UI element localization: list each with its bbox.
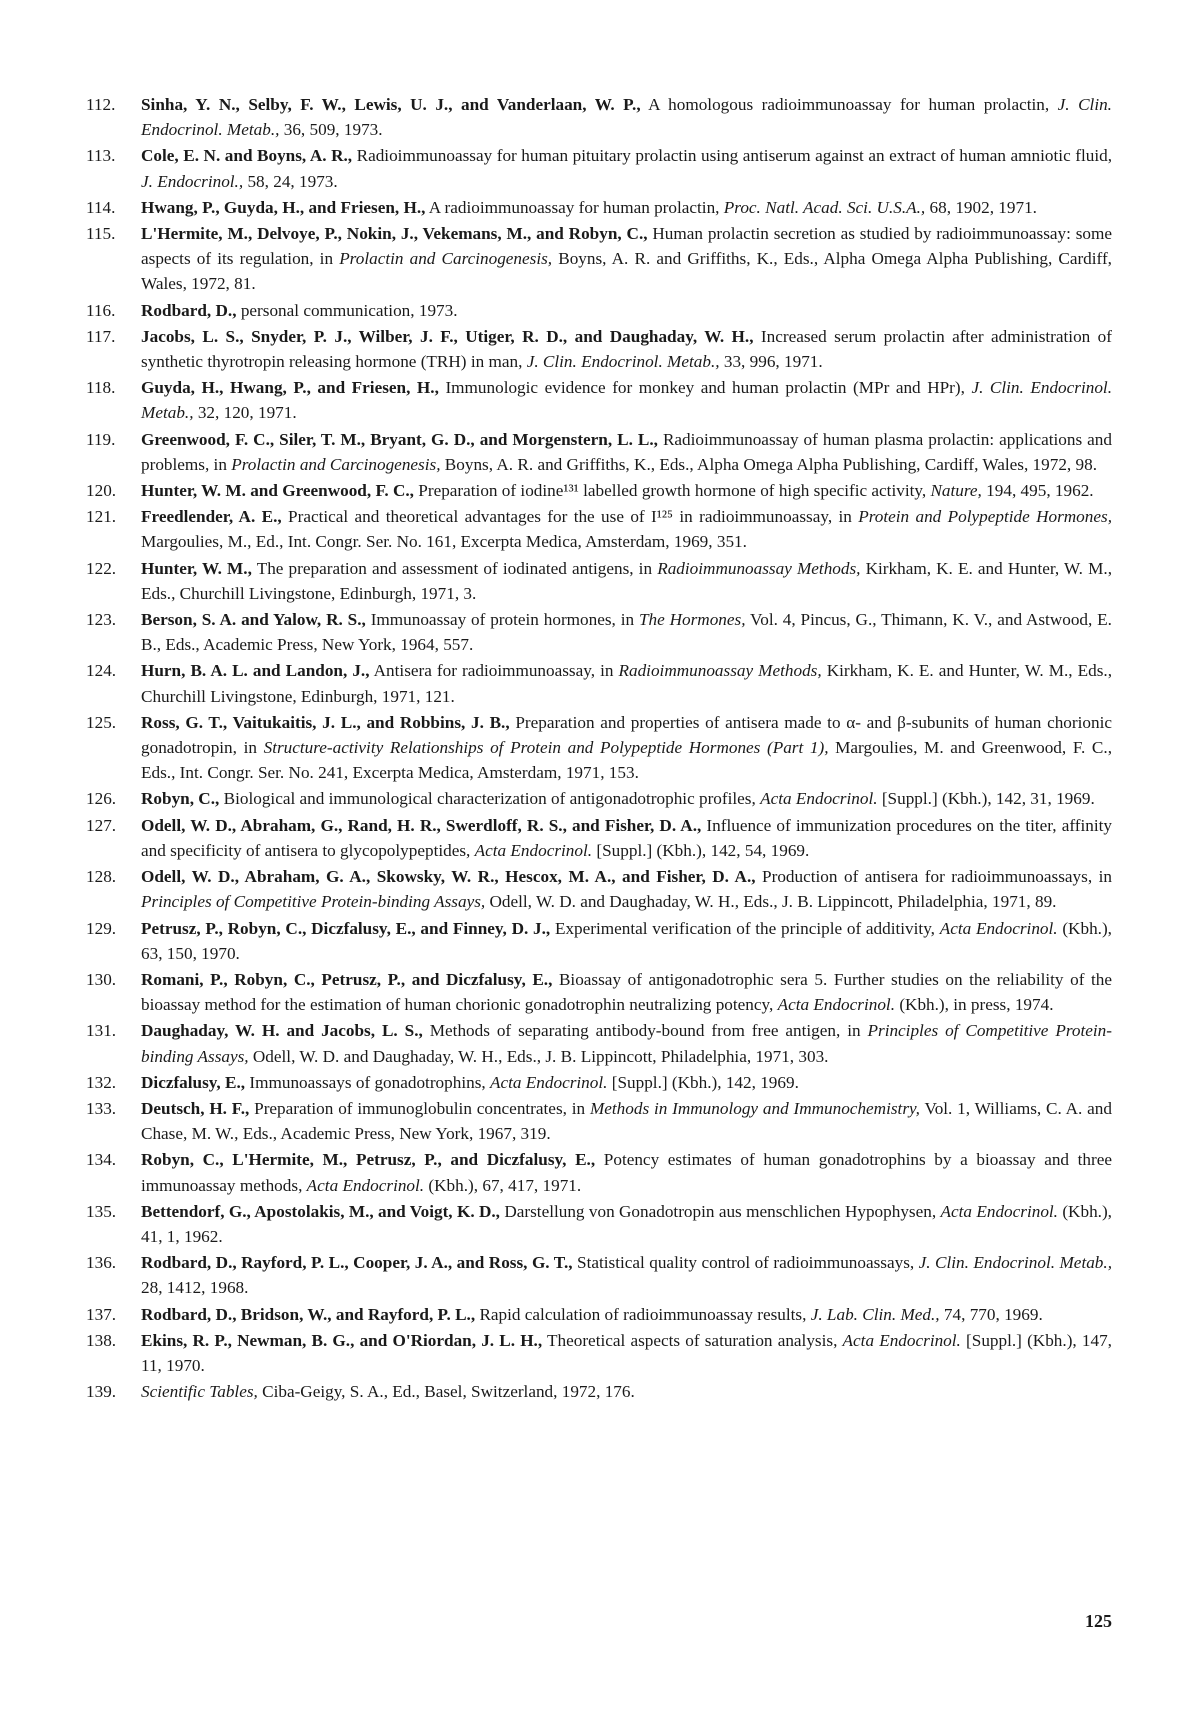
reference-entry <box>86 556 1112 606</box>
reference-entry <box>86 1070 1112 1095</box>
reference-number: 117. <box>86 326 116 346</box>
reference-source: Acta Endocrinol. <box>474 840 593 860</box>
reference-details: [Suppl.] (Kbh.), 142, 1969. <box>607 1072 799 1092</box>
reference-number: 120. <box>86 481 117 501</box>
reference-text <box>141 221 1112 297</box>
reference-title: Immunoassays of gonadotrophins, <box>245 1072 490 1092</box>
reference-details: Vol. 1, Williams, C. A. and Chase, M. W., Eds., Academic Press, New York, 1967, 319. <box>141 1098 1112 1144</box>
reference-source: J. Clin. Endocrinol. Metab., <box>141 95 1112 140</box>
reference-entry <box>86 92 1112 142</box>
reference-number: 125. <box>86 712 117 732</box>
reference-text <box>141 556 1112 606</box>
page-number: 125 <box>1085 1611 1112 1631</box>
reference-text <box>141 92 1112 142</box>
reference-text <box>141 813 1112 863</box>
reference-text <box>141 710 1112 786</box>
reference-title: Preparation of immunoglobulin concentrates, in <box>249 1098 590 1118</box>
reference-entry <box>86 1199 1112 1249</box>
reference-source: Prolactin and Carcinogenesis, <box>231 454 441 474</box>
reference-title: Immunoassay of protein hormones, in <box>365 610 639 630</box>
reference-authors: Petrusz, P., Robyn, C., Diczfalusy, E., and Finney, D. J., <box>141 918 551 938</box>
reference-details: [Suppl.] (Kbh.), 147, 11, 1970. <box>141 1330 1112 1375</box>
reference-details: 68, 1902, 1971. <box>925 197 1037 217</box>
reference-details: Ciba-Geigy, S. A., Ed., Basel, Switzerland, 1972, 176. <box>257 1382 635 1402</box>
reference-source: Acta Endocrinol. <box>940 1201 1058 1221</box>
reference-entry <box>86 1018 1112 1068</box>
reference-number: 116. <box>86 300 116 320</box>
reference-authors: Jacobs, L. S., Snyder, P. J., Wilber, J. F., Utiger, R. D., and Daughaday, W. H., <box>141 326 754 346</box>
reference-details: 58, 24, 1973. <box>243 171 338 191</box>
reference-entry <box>86 221 1112 297</box>
reference-source: Radioimmunoassay Methods, <box>657 558 861 578</box>
reference-entry <box>86 813 1112 863</box>
reference-title: Practical and theoretical advantages for the use of I¹²⁵ in radioimmunoassay, in <box>281 507 859 527</box>
reference-number: 119. <box>86 429 116 449</box>
reference-authors: Freedlender, A. E., <box>141 507 282 527</box>
reference-title: Potency estimates of human gonadotrophins by a bioassay and three immunoassay methods, <box>141 1150 1112 1195</box>
reference-entry <box>86 786 1112 811</box>
reference-details: Odell, W. D. and Daughaday, W. H., Eds., J. B. Lippincott, Philadelphia, 1971, 303. <box>248 1046 829 1066</box>
reference-source: J. Clin. Endocrinol. Metab., <box>526 352 720 372</box>
reference-details: Margoulies, M., Ed., Int. Congr. Ser. No. 161, Excerpta Medica, Amsterdam, 1969, 351. <box>141 532 747 552</box>
reference-text <box>141 1096 1112 1146</box>
reference-source: Acta Endocrinol. <box>490 1072 608 1092</box>
reference-list <box>86 92 1112 1405</box>
reference-authors: Rodbard, D., <box>141 300 237 320</box>
reference-authors: Bettendorf, G., Apostolakis, M., and Voigt, K. D., <box>141 1201 500 1221</box>
reference-entry <box>86 658 1112 708</box>
reference-source: Acta Endocrinol. <box>306 1175 425 1195</box>
reference-text <box>141 1379 1112 1404</box>
reference-source: Acta Endocrinol. <box>777 995 896 1015</box>
reference-number: 124. <box>86 661 117 681</box>
reference-details: Boyns, A. R. and Griffiths, K., Eds., Alpha Omega Alpha Publishing, Cardiff, Wales, 1972, 98. <box>440 454 1097 474</box>
reference-text <box>141 195 1112 220</box>
reference-text <box>141 1070 1112 1095</box>
reference-text <box>141 504 1112 554</box>
reference-source: J. Clin. Endocrinol. Metab., <box>141 378 1112 423</box>
reference-text <box>141 607 1112 657</box>
reference-details: Boyns, A. R. and Griffiths, K., Eds., Alpha Omega Alpha Publishing, Cardiff, Wales, 1972, 81. <box>141 249 1112 294</box>
reference-number: 132. <box>86 1072 117 1092</box>
reference-number: 129. <box>86 918 117 938</box>
reference-source: Acta Endocrinol. <box>939 918 1058 938</box>
reference-title: A radioimmunoassay for human prolactin, <box>425 197 724 217</box>
reference-authors: Daughaday, W. H. and Jacobs, L. S., <box>141 1021 423 1041</box>
reference-source: Principles of Competitive Protein-binding Assays, <box>141 892 486 912</box>
reference-details: Vol. 4, Pincus, G., Thimann, K. V., and Astwood, E. B., Eds., Academic Press, New York, 1964, 557. <box>141 610 1112 655</box>
reference-text <box>141 143 1112 193</box>
reference-details: 32, 120, 1971. <box>193 403 297 423</box>
reference-number: 126. <box>86 789 117 809</box>
reference-details: 194, 495, 1962. <box>981 481 1094 501</box>
reference-authors: Hurn, B. A. L. and Landon, J., <box>141 661 370 681</box>
reference-text <box>141 1147 1112 1197</box>
reference-authors: Hwang, P., Guyda, H., and Friesen, H., <box>141 197 426 217</box>
reference-source: Methods in Immunology and Immunochemistry, <box>589 1098 920 1118</box>
reference-authors: Greenwood, F. C., Siler, T. M., Bryant, G. D., and Morgenstern, L. L., <box>141 429 658 449</box>
reference-text <box>141 967 1112 1017</box>
reference-entry <box>86 967 1112 1017</box>
reference-entry <box>86 195 1112 220</box>
reference-authors: Ekins, R. P., Newman, B. G., and O'Riordan, J. L. H., <box>141 1330 543 1350</box>
reference-source: Radioimmunoassay Methods, <box>618 661 822 681</box>
reference-number: 136. <box>86 1253 117 1273</box>
reference-authors: Odell, W. D., Abraham, G., Rand, H. R., Swerdloff, R. S., and Fisher, D. A., <box>141 815 702 835</box>
reference-details: 28, 1412, 1968. <box>141 1278 249 1298</box>
reference-details: [Suppl.] (Kbh.), 142, 31, 1969. <box>877 789 1095 809</box>
reference-text <box>141 427 1112 477</box>
reference-entry <box>86 710 1112 786</box>
reference-number: 138. <box>86 1330 117 1350</box>
reference-title: Production of antisera for radioimmunoassays, in <box>755 867 1112 887</box>
reference-source: Prolactin and Carcinogenesis, <box>339 249 553 269</box>
reference-details: Kirkham, K. E. and Hunter, W. M., Eds., Churchill Livingstone, Edinburgh, 1971, 121. <box>141 661 1113 706</box>
reference-text <box>141 1199 1112 1249</box>
reference-text <box>141 1250 1112 1300</box>
reference-authors: Hunter, W. M., <box>141 558 252 578</box>
reference-number: 114. <box>86 197 116 217</box>
reference-title: Biological and immunological characterization of antigonadotrophic profiles, <box>219 789 761 809</box>
reference-title: Statistical quality control of radioimmunoassays, <box>572 1253 919 1273</box>
reference-source: J. Clin. Endocrinol. Metab., <box>918 1253 1112 1273</box>
reference-number: 118. <box>86 378 116 398</box>
reference-details: 36, 509, 1973. <box>279 120 383 140</box>
reference-number: 128. <box>86 867 117 887</box>
reference-entry <box>86 607 1112 657</box>
reference-source: Protein and Polypeptide Hormones, <box>858 507 1112 527</box>
reference-title: Theoretical aspects of saturation analysis, <box>542 1330 843 1350</box>
reference-title: Bioassay of antigonadotrophic sera 5. Further studies on the reliability of the bioassay method for the estimation of human chorionic gonadotrophin neutralizing potency, <box>141 969 1113 1015</box>
reference-entry <box>86 1147 1112 1197</box>
reference-number: 137. <box>86 1304 117 1324</box>
reference-title: Experimental verification of the principle of additivity, <box>550 918 940 938</box>
reference-source: J. Lab. Clin. Med., <box>810 1304 940 1324</box>
reference-title: Antisera for radioimmunoassay, in <box>369 661 619 681</box>
reference-text <box>141 864 1112 914</box>
reference-title: A homologous radioimmunoassay for human prolactin, <box>640 95 1058 114</box>
reference-details: 74, 770, 1969. <box>939 1304 1043 1324</box>
reference-authors: Berson, S. A. and Yalow, R. S., <box>141 610 366 630</box>
reference-source: The Hormones, <box>638 610 746 630</box>
reference-authors: Romani, P., Robyn, C., Petrusz, P., and Diczfalusy, E., <box>141 969 553 989</box>
reference-source: Proc. Natl. Acad. Sci. U.S.A., <box>723 197 926 217</box>
reference-details: Kirkham, K. E. and Hunter, W. M., Eds., Churchill Livingstone, Edinburgh, 1971, 3. <box>141 558 1112 603</box>
reference-number: 123. <box>86 610 117 630</box>
reference-entry <box>86 916 1112 966</box>
reference-number: 131. <box>86 1021 117 1041</box>
reference-entry <box>86 504 1112 554</box>
reference-number: 115. <box>86 224 116 244</box>
reference-text <box>141 916 1112 966</box>
reference-title: Increased serum prolactin after administration of synthetic thyrotropin releasing hormone (TRH) in man, <box>141 326 1112 372</box>
reference-entry <box>86 1096 1112 1146</box>
reference-authors: Diczfalusy, E., <box>141 1072 246 1092</box>
reference-details: (Kbh.), 41, 1, 1962. <box>141 1201 1112 1246</box>
reference-entry <box>86 324 1112 374</box>
reference-details: [Suppl.] (Kbh.), 142, 54, 1969. <box>592 840 810 860</box>
reference-entry <box>86 1250 1112 1300</box>
reference-details: (Kbh.), in press, 1974. <box>895 995 1054 1015</box>
reference-title: Immunologic evidence for monkey and human prolactin (MPr and HPr), <box>438 378 972 398</box>
reference-authors: Hunter, W. M. and Greenwood, F. C., <box>141 481 414 501</box>
reference-source: Nature, <box>930 481 982 501</box>
reference-authors: Rodbard, D., Bridson, W., and Rayford, P. L., <box>141 1304 476 1324</box>
reference-details: (Kbh.), 63, 150, 1970. <box>141 918 1112 963</box>
reference-text <box>141 658 1112 708</box>
reference-title: Human prolactin secretion as studied by radioimmunoassay: some aspects of its regulation, in <box>141 224 1112 269</box>
reference-source: J. Endocrinol., <box>141 171 244 191</box>
reference-authors: Sinha, Y. N., Selby, F. W., Lewis, U. J., and Vanderlaan, W. P., <box>141 95 641 114</box>
reference-authors: Robyn, C., <box>141 789 220 809</box>
reference-authors: Odell, W. D., Abraham, G. A., Skowsky, W. R., Hescox, M. A., and Fisher, D. A., <box>141 867 756 887</box>
reference-number: 130. <box>86 969 117 989</box>
reference-number: 122. <box>86 558 117 578</box>
reference-details: Odell, W. D. and Daughaday, W. H., Eds., J. B. Lippincott, Philadelphia, 1971, 89. <box>485 892 1057 912</box>
reference-title: Rapid calculation of radioimmunoassay results, <box>475 1304 811 1324</box>
reference-number: 127. <box>86 815 117 835</box>
reference-title: Preparation and properties of antisera made to α- and β-subunits of human chorionic gonadotropin, in <box>141 712 1112 758</box>
reference-text <box>141 786 1112 811</box>
reference-number: 135. <box>86 1201 117 1221</box>
reference-source: Acta Endocrinol. <box>842 1330 961 1350</box>
reference-number: 112. <box>86 95 116 114</box>
reference-entry <box>86 1328 1112 1378</box>
reference-number: 134. <box>86 1150 117 1170</box>
reference-authors: L'Hermite, M., Delvoye, P., Nokin, J., Vekemans, M., and Robyn, C., <box>141 224 648 244</box>
reference-text <box>141 1328 1112 1378</box>
reference-authors: Cole, E. N. and Boyns, A. R., <box>141 146 353 166</box>
reference-title: personal communication, 1973. <box>236 300 458 320</box>
reference-details: Margoulies, M. and Greenwood, F. C., Eds., Int. Congr. Ser. No. 241, Excerpta Medica, Amsterdam, 1971, 153. <box>141 738 1112 783</box>
reference-title: Darstellung von Gonadotropin aus menschlichen Hypophysen, <box>499 1201 941 1221</box>
reference-entry <box>86 375 1112 425</box>
reference-entry <box>86 427 1112 477</box>
reference-number: 121. <box>86 507 117 527</box>
reference-number: 133. <box>86 1098 117 1118</box>
reference-text <box>141 478 1112 503</box>
reference-details: (Kbh.), 67, 417, 1971. <box>424 1175 582 1195</box>
reference-number: 113. <box>86 146 116 166</box>
reference-authors: Deutsch, H. F., <box>141 1098 250 1118</box>
reference-source: Structure-activity Relationships of Protein and Polypeptide Hormones (Part 1), <box>263 738 829 758</box>
reference-entry <box>86 1379 1112 1404</box>
reference-text <box>141 1302 1112 1327</box>
reference-authors: Guyda, H., Hwang, P., and Friesen, H., <box>141 378 439 398</box>
reference-authors: Rodbard, D., Rayford, P. L., Cooper, J. A., and Ross, G. T., <box>141 1253 573 1273</box>
reference-title: Methods of separating antibody-bound from free antigen, in <box>422 1021 868 1041</box>
reference-source: Scientific Tables, <box>141 1382 258 1402</box>
reference-authors: Ross, G. T., Vaitukaitis, J. L., and Robbins, J. B., <box>141 712 510 732</box>
reference-title: Radioimmunoassay for human pituitary prolactin using antiserum against an extract of human amniotic fluid, <box>352 146 1112 166</box>
reference-details: 33, 996, 1971. <box>719 352 823 372</box>
reference-entry <box>86 143 1112 193</box>
reference-entry <box>86 298 1112 323</box>
reference-authors: Robyn, C., L'Hermite, M., Petrusz, P., and Diczfalusy, E., <box>141 1150 596 1170</box>
reference-text <box>141 324 1112 374</box>
reference-number: 139. <box>86 1382 117 1402</box>
reference-title: Radioimmunoassay of human plasma prolactin: applications and problems, in <box>141 429 1112 474</box>
reference-source: Principles of Competitive Protein-binding Assays, <box>141 1021 1112 1066</box>
reference-text <box>141 298 1112 323</box>
reference-title: Preparation of iodine¹³¹ labelled growth hormone of high specific activity, <box>413 481 931 501</box>
reference-text <box>141 1018 1112 1068</box>
reference-title: Influence of immunization procedures on the titer, affinity and specificity of antisera to glycopolypeptides, <box>141 815 1112 860</box>
reference-text <box>141 375 1112 425</box>
reference-source: Acta Endocrinol. <box>760 789 878 809</box>
reference-entry <box>86 1302 1112 1327</box>
reference-title: The preparation and assessment of iodinated antigens, in <box>251 558 658 578</box>
reference-entry <box>86 864 1112 914</box>
reference-entry <box>86 478 1112 503</box>
